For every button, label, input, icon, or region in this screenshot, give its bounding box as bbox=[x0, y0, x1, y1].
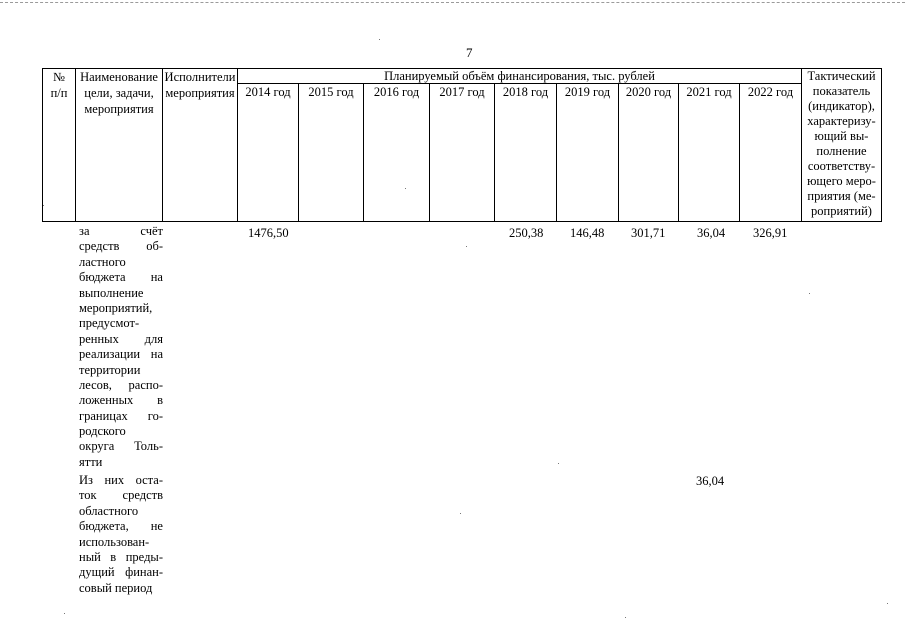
row-text-line: областного bbox=[79, 503, 139, 518]
row-text-line: за счёт bbox=[79, 224, 163, 238]
header-indicator-line: соответству- bbox=[807, 159, 876, 173]
header-year-2014: 2014 год bbox=[245, 85, 291, 99]
header-year-2019: 2019 год bbox=[564, 85, 611, 99]
header-executors-line: мероприятия bbox=[165, 86, 235, 100]
header-indicator-line: показатель bbox=[812, 84, 871, 98]
scan-speck bbox=[625, 617, 626, 618]
scan-speck bbox=[887, 603, 888, 604]
header-year-2018: 2018 год bbox=[502, 85, 549, 99]
header-indicator-line: характеризу- bbox=[807, 114, 876, 128]
row-text-line: предусмот- bbox=[79, 316, 140, 331]
row-2-name bbox=[79, 473, 163, 596]
row-text-line: ренных для bbox=[79, 331, 163, 346]
header-year-2015: 2015 год bbox=[308, 85, 354, 99]
scan-speck bbox=[64, 613, 65, 614]
header-year-2017: 2017 год bbox=[439, 85, 485, 99]
row-text-line: ятти bbox=[79, 454, 103, 469]
header-name bbox=[76, 69, 162, 117]
header-indicator-line: роприятий) bbox=[811, 204, 872, 218]
row-1-value-2018: 250,38 bbox=[509, 226, 544, 240]
header-num-line: п/п bbox=[50, 86, 68, 100]
scan-speck bbox=[466, 246, 467, 247]
header-indicator-line: (индикатор), bbox=[808, 99, 875, 113]
row-text-line: территории bbox=[79, 362, 141, 377]
header-executors-line: Исполнители bbox=[164, 70, 236, 84]
row-1-value-2019: 146,48 bbox=[570, 226, 605, 240]
header-indicator-line: ющего меро- bbox=[807, 174, 876, 188]
header-indicator-line: Тактический bbox=[807, 69, 876, 83]
scan-speck bbox=[460, 513, 461, 514]
header-name-line: цели, задачи, bbox=[84, 86, 154, 100]
row-1-name bbox=[79, 224, 163, 470]
table-header bbox=[42, 68, 882, 222]
row-text-line: выполнение bbox=[79, 285, 144, 300]
row-text-line: лесов, распо- bbox=[79, 377, 163, 392]
header-name-line: Наименование bbox=[80, 70, 158, 84]
row-text-line: ложенных в bbox=[79, 393, 163, 408]
row-text-line: средств об- bbox=[79, 239, 163, 254]
header-financing: Планируемый объём финансирования, тыс. рублей bbox=[384, 69, 655, 83]
row-1-value-2022: 326,91 bbox=[753, 226, 788, 240]
row-text-line: границах го- bbox=[79, 408, 163, 423]
header-year-2022: 2022 год bbox=[747, 85, 794, 99]
row-2-value-2021: 36,04 bbox=[696, 474, 725, 488]
row-text-line: совый период bbox=[79, 580, 153, 595]
row-text-line: реализации на bbox=[79, 347, 163, 362]
row-text-line: ластного bbox=[79, 254, 126, 269]
scan-speck bbox=[809, 293, 810, 294]
row-text-line: дущий финан- bbox=[79, 565, 163, 580]
header-indicator-line: приятия (ме- bbox=[807, 189, 876, 203]
header-indicator-line: ющий вы- bbox=[814, 129, 869, 143]
header-name-line: мероприятия bbox=[84, 102, 154, 116]
row-text-line: ток средств bbox=[79, 488, 163, 503]
page-top-edge bbox=[0, 2, 905, 3]
row-1-value-2014: 1476,50 bbox=[248, 226, 289, 240]
row-1-value-2021: 36,04 bbox=[697, 226, 726, 240]
row-text-line: Из них оста- bbox=[79, 473, 163, 487]
scan-speck bbox=[558, 463, 559, 464]
row-text-line: округа Толь- bbox=[79, 439, 163, 454]
row-1-value-2020: 301,71 bbox=[631, 226, 666, 240]
row-text-line: бюджета на bbox=[79, 270, 163, 285]
header-year-2016: 2016 год bbox=[373, 85, 420, 99]
row-text-line: ный в преды- bbox=[79, 549, 163, 564]
header-indicator bbox=[802, 69, 881, 219]
header-indicator-line: полнение bbox=[816, 144, 867, 158]
header-year-2021: 2021 год bbox=[686, 85, 732, 99]
row-text-line: бюджета, не bbox=[79, 519, 163, 534]
row-text-line: мероприятий, bbox=[79, 300, 153, 315]
header-executors bbox=[163, 69, 237, 101]
row-text-line: родского bbox=[79, 424, 126, 439]
header-year-2020: 2020 год bbox=[625, 85, 672, 99]
page-number: 7 bbox=[466, 45, 473, 60]
scan-speck bbox=[43, 205, 44, 206]
scan-speck bbox=[379, 39, 380, 40]
scan-speck bbox=[405, 188, 406, 189]
header-num-line: № bbox=[53, 70, 65, 84]
header-num bbox=[43, 69, 75, 101]
row-text-line: использован- bbox=[79, 534, 150, 549]
